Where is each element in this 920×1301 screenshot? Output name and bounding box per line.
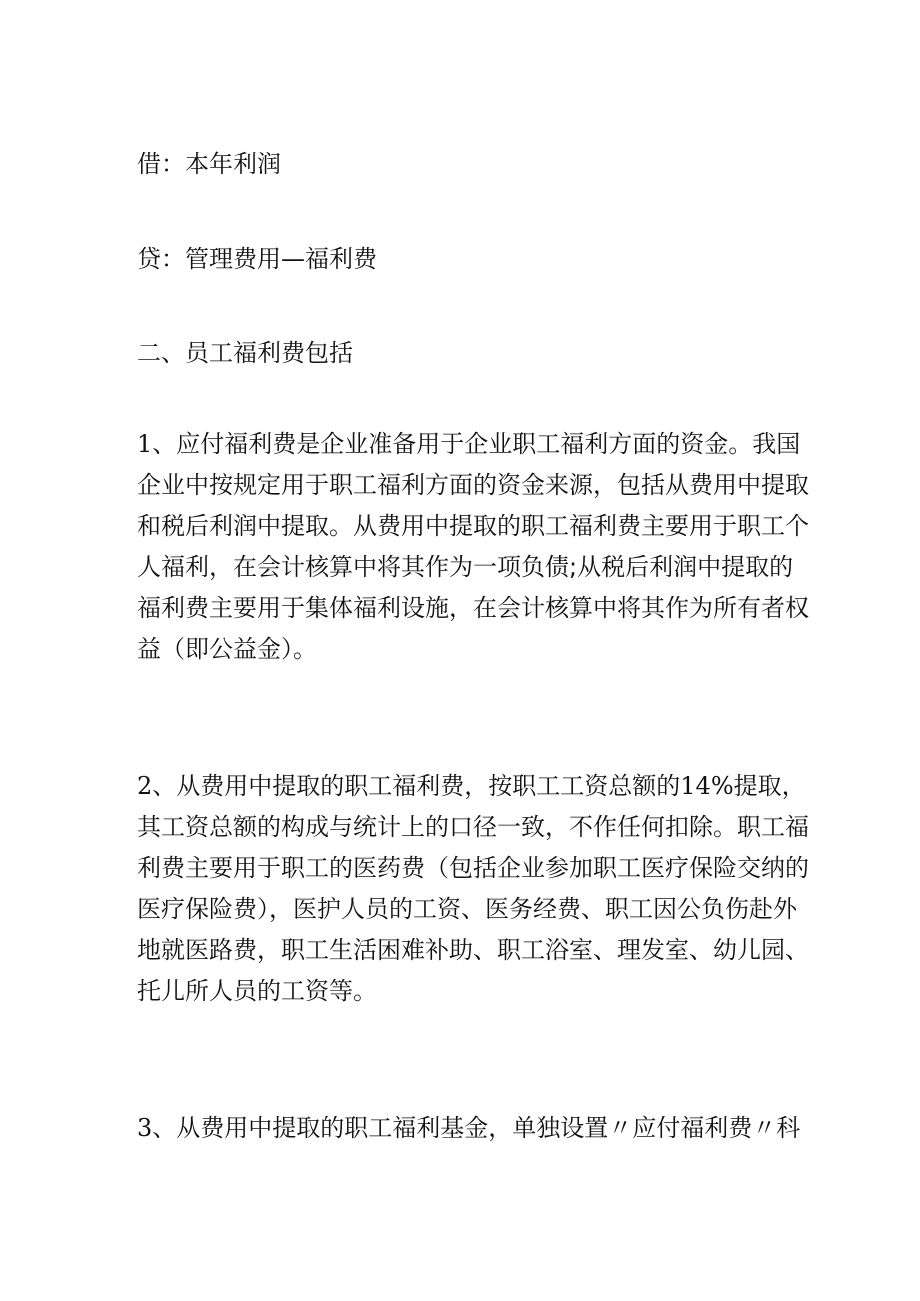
paragraph-1 xyxy=(137,424,809,670)
credit-entry: 贷：管理费用—福利费 xyxy=(137,245,377,273)
paragraph-2-number: 2 xyxy=(137,772,153,800)
paragraph-1-line-4: 人福利，在会计核算中将其作为一项负债;从税后利润中提取的 xyxy=(137,553,794,581)
paragraph-2-line-1 xyxy=(137,766,806,807)
section-heading: 二、员工福利费包括 xyxy=(137,339,353,367)
paragraph-1-line-1-text: 、应付福利费是企业准备用于企业职工福利方面的资金。我国 xyxy=(152,430,801,458)
paragraph-1-line-3: 和税后利润中提取。从费用中提取的职工福利费主要用于职工个 xyxy=(137,512,809,540)
paragraph-2-percentage: 14% xyxy=(680,772,734,800)
paragraph-2 xyxy=(137,766,809,1012)
paragraph-1-line-5: 福利费主要用于集体福利设施，在会计核算中将其作为所有者权 xyxy=(137,594,809,622)
paragraph-2-line-3: 利费主要用于职工的医药费（包括企业参加职工医疗保险交纳的 xyxy=(137,854,809,882)
paragraph-2-line-6: 托儿所人员的工资等。 xyxy=(137,977,377,1005)
paragraph-3-line-1-text: 、从费用中提取的职工福利基金，单独设置〃应付福利费〃科 xyxy=(152,1114,801,1142)
paragraph-2-line-4: 医疗保险费），医护人员的工资、医务经费、职工因公负伤赴外 xyxy=(137,895,797,923)
paragraph-3-number: 3 xyxy=(137,1114,153,1142)
debit-entry: 借：本年利润 xyxy=(137,150,281,178)
paragraph-2-line-1-text-a: 、从费用中提取的职工福利费，按职工工资总额的 xyxy=(152,772,681,800)
paragraph-2-line-5: 地就医路费，职工生活困难补助、职工浴室、理发室、幼儿园、 xyxy=(137,936,809,964)
paragraph-2-line-1-text-b: 提取， xyxy=(733,772,806,800)
paragraph-2-line-2: 其工资总额的构成与统计上的口径一致，不作任何扣除。职工福 xyxy=(137,813,809,841)
paragraph-1-number: 1 xyxy=(137,430,153,458)
paragraph-1-line-1 xyxy=(137,424,801,465)
paragraph-1-line-6: 益（即公益金）。 xyxy=(137,635,317,663)
paragraph-1-line-2: 企业中按规定用于职工福利方面的资金来源，包括从费用中提取 xyxy=(137,471,809,499)
paragraph-3-line-1 xyxy=(137,1108,801,1149)
paragraph-3 xyxy=(137,1108,801,1149)
